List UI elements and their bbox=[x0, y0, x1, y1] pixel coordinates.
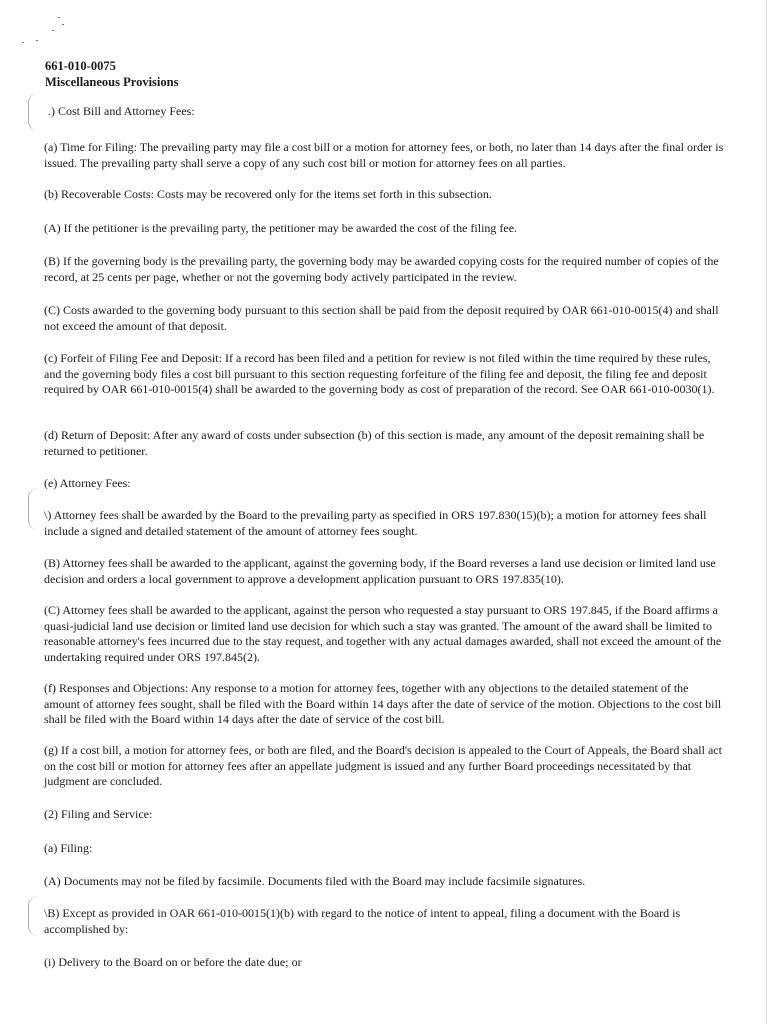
rule-title: Miscellaneous Provisions bbox=[45, 75, 179, 89]
margin-bracket bbox=[28, 93, 39, 131]
paragraph: .) Cost Bill and Attorney Fees: bbox=[48, 104, 195, 118]
paragraph: (g) If a cost bill, a motion for attorney fees, or both are filed, and the Board's decision is appealed to the Court of Appeals, the Board shall act on the cost bill or motion for attorney fees after an appellate judgment is issued and any further Board proceedings necessitated by that judgment are concluded. bbox=[44, 743, 722, 788]
paragraph: (a) Filing: bbox=[44, 841, 93, 855]
paragraph: (A) Documents may not be filed by facsimile. Documents filed with the Board may include facsimile signatures. bbox=[44, 874, 586, 888]
paragraph: (i) Delivery to the Board on or before the date due; or bbox=[44, 955, 302, 969]
paragraph: (C) Costs awarded to the governing body pursuant to this section shall be paid from the deposit required by OAR 661-010-0015(4) and shall not exceed the amount of that deposit. bbox=[44, 303, 719, 333]
rule-header bbox=[45, 58, 178, 90]
paragraph: (B) If the governing body is the prevailing party, the governing body may be awarded copying costs for the required number of copies of the record, at 25 cents per page, whether or not the governing body actively participated in the review. bbox=[44, 254, 719, 284]
paragraph: (f) Responses and Objections: Any response to a motion for attorney fees, together with any objections to the detailed statement of the amount of attorney fees sought, shall be filed with the Board within 14 days after the date of service of the motion. Objections to the cost bill shall be filed with the Board within 14 days after the date of service of the cost bill. bbox=[44, 681, 722, 726]
paragraph: (A) If the petitioner is the prevailing party, the petitioner may be awarded the cost of the filing fee. bbox=[44, 221, 518, 235]
paragraph: \) Attorney fees shall be awarded by the Board to the prevailing party as specified in ORS 197.830(15)(b); a motion for attorney fees shall include a signed and detailed statement of the amount of attorney fees sought. bbox=[44, 508, 707, 538]
paragraph: (2) Filing and Service: bbox=[44, 807, 153, 821]
paragraph: \B) Except as provided in OAR 661-010-0015(1)(b) with regard to the notice of intent to appeal, filing a document with the Board is accomplished by: bbox=[44, 906, 681, 936]
scan-edge bbox=[766, 0, 767, 1024]
paragraph: (c) Forfeit of Filing Fee and Deposit: If a record has been filed and a petition for review is not filed within the time required by these rules, and the governing body files a cost bill pursuant to this section requesting forfeiture of the filing fee and deposit, the filing fee and deposit required by OAR 661-010-0015(4) shall be awarded to the governing body as cost of preparation of the record. See OAR 661-010-0030(1). bbox=[44, 351, 715, 396]
paragraph: (a) Time for Filing: The prevailing party may file a cost bill or a motion for attorney fees, or both, no later than 14 days after the final order is issued. The prevailing party shall serve a copy of any such cost bill or motion for attorney fees on all parties. bbox=[44, 140, 724, 170]
paragraph: (b) Recoverable Costs: Costs may be recovered only for the items set forth in this subsection. bbox=[44, 187, 492, 201]
margin-bracket bbox=[28, 488, 39, 530]
paragraph: (B) Attorney fees shall be awarded to the applicant, against the governing body, if the Board reverses a land use decision or limited land use decision and orders a local government to approve a development application pursuant to ORS 197.835(10). bbox=[44, 556, 716, 586]
paragraph: (d) Return of Deposit: After any award of costs under subsection (b) of this section is made, any amount of the deposit remaining shall be returned to petitioner. bbox=[44, 428, 705, 458]
rule-number: 661-010-0075 bbox=[45, 59, 116, 73]
paragraph: (e) Attorney Fees: bbox=[44, 476, 131, 490]
margin-bracket bbox=[28, 896, 39, 936]
paragraph: (C) Attorney fees shall be awarded to the applicant, against the person who requested a stay pursuant to ORS 197.845, if the Board affirms a quasi-judicial land use decision or limited land use decision for which such a stay was granted. The amount of the award shall be limited to reasonable attorney's fees incurred due to the stay request, and together with any actual damages awarded, shall not exceed the amount of the undertaking required under ORS 197.845(2). bbox=[44, 603, 722, 664]
